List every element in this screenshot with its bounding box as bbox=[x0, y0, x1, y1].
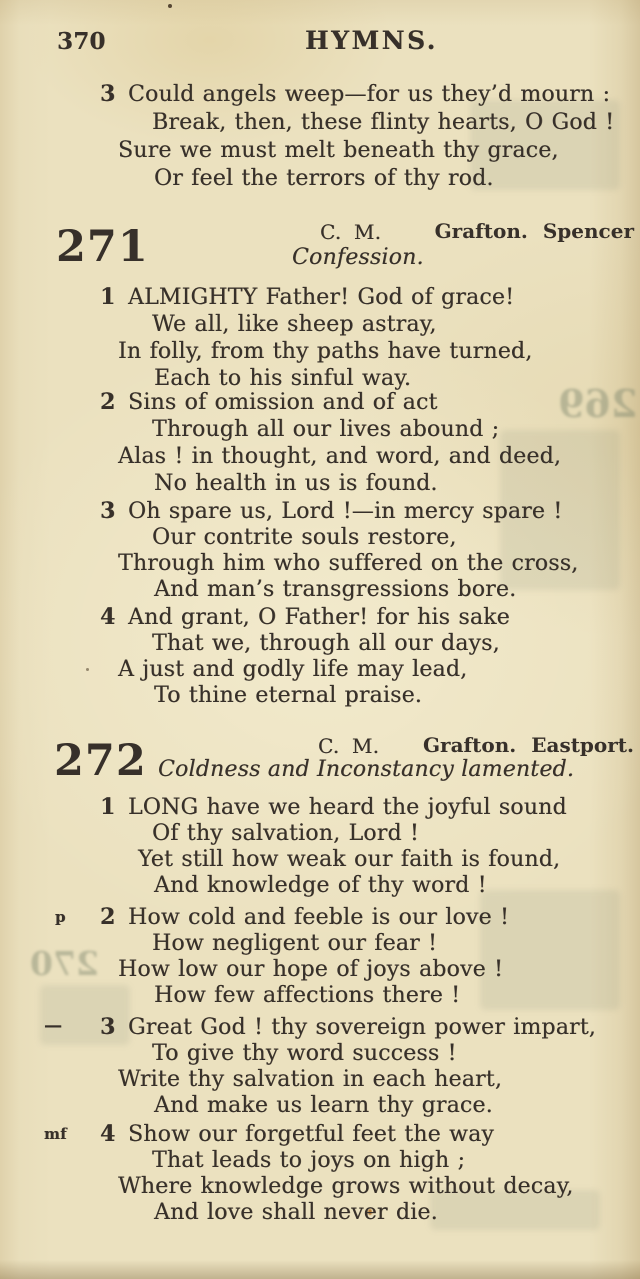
hymn-meter: C. M. bbox=[320, 220, 382, 244]
verse-line: Of thy salvation, Lord ! bbox=[152, 821, 419, 846]
verse-line: How few affections there ! bbox=[154, 983, 461, 1008]
verse-line: And man’s transgressions bore. bbox=[154, 577, 517, 602]
dynamic-marking-piano: p bbox=[55, 908, 66, 926]
verse-line: Yet still how weak our faith is found, bbox=[138, 847, 561, 872]
verse-line: Oh spare us, Lord !—in mercy spare ! bbox=[128, 499, 563, 524]
hymn-title: Confession. bbox=[292, 245, 424, 270]
bleedthrough-hymn-number: 270 bbox=[30, 944, 99, 983]
verse-line: No health in us is found. bbox=[154, 471, 438, 496]
stanza-number: 3 bbox=[100, 81, 116, 107]
stanza-number: 1 bbox=[100, 794, 116, 820]
verse-line: Through all our lives abound ; bbox=[152, 417, 500, 442]
stanza-number: 3 bbox=[100, 1014, 116, 1040]
running-title: HYMNS. bbox=[305, 26, 438, 55]
verse-line: Through him who suffered on the cross, bbox=[118, 551, 579, 576]
tune-name: Grafton. bbox=[434, 219, 528, 243]
verse-line: And make us learn thy grace. bbox=[154, 1093, 493, 1118]
verse-line: That we, through all our days, bbox=[152, 631, 500, 656]
dynamic-marking-dash: — bbox=[44, 1015, 63, 1036]
verse-line: And grant, O Father! for his sake bbox=[128, 605, 510, 630]
verse-line: Write thy salvation in each heart, bbox=[118, 1067, 503, 1092]
hymn-number: 271 bbox=[56, 222, 149, 272]
stanza-number: 4 bbox=[100, 604, 116, 630]
verse-line: Our contrite souls restore, bbox=[152, 525, 457, 550]
stanza bbox=[0, 498, 640, 603]
verse-line: How cold and feeble is our love ! bbox=[128, 905, 510, 930]
stanza bbox=[0, 904, 640, 1009]
stanza bbox=[0, 604, 640, 709]
verse-line: Or feel the terrors of thy rod. bbox=[154, 166, 494, 191]
bleedthrough-hymn-number: 269 bbox=[558, 381, 638, 426]
stanza bbox=[0, 389, 640, 497]
verse-line: We all, like sheep astray, bbox=[152, 312, 437, 337]
verse-line: Each to his sinful way. bbox=[154, 366, 412, 391]
verse-line: In folly, from thy paths have turned, bbox=[118, 339, 533, 364]
verse-line: LONG have we heard the joyful sound bbox=[128, 795, 567, 820]
verse-line: Break, then, these flinty hearts, O God ! bbox=[152, 110, 615, 135]
hymn-title: Coldness and Inconstancy lamented. bbox=[158, 757, 575, 782]
verse-line: That leads to joys on high ; bbox=[152, 1148, 466, 1173]
verse-line: To give thy word success ! bbox=[152, 1041, 457, 1066]
verse-line: Great God ! thy sovereign power impart, bbox=[128, 1015, 596, 1040]
verse-line: And knowledge of thy word ! bbox=[154, 873, 487, 898]
hymn-meter: C. M. bbox=[318, 734, 380, 758]
verse-line: Where knowledge grows without decay, bbox=[118, 1174, 574, 1199]
verse-line: Show our forgetful feet the way bbox=[128, 1122, 495, 1147]
verse-line: Sins of omission and of act bbox=[128, 390, 438, 415]
stanza bbox=[0, 1014, 640, 1119]
hymn-number: 272 bbox=[54, 736, 147, 786]
stanza-number: 2 bbox=[100, 389, 116, 415]
verse-line: A just and godly life may lead, bbox=[118, 657, 468, 682]
stanza-number: 1 bbox=[100, 284, 116, 310]
dynamic-marking-mezzoforte: mf bbox=[44, 1125, 67, 1143]
verse-line: How negligent our fear ! bbox=[152, 931, 438, 956]
stanza bbox=[0, 284, 640, 392]
hymn-tunes bbox=[435, 219, 634, 243]
page-number: 370 bbox=[57, 28, 106, 55]
ink-speck bbox=[168, 4, 172, 8]
verse-line: Alas ! in thought, and word, and deed, bbox=[118, 444, 562, 469]
stanza bbox=[0, 80, 640, 193]
stanza bbox=[0, 794, 640, 899]
verse-line: And love shall never die. bbox=[154, 1200, 438, 1225]
stanza-number: 4 bbox=[100, 1121, 116, 1147]
verse-line: Could angels weep—for us they’d mourn : bbox=[128, 82, 611, 107]
verse-line: ALMIGHTY Father! God of grace! bbox=[128, 285, 515, 310]
verse-line: How low our hope of joys above ! bbox=[118, 957, 504, 982]
stanza bbox=[0, 1121, 640, 1226]
tune-name: Grafton. bbox=[422, 733, 517, 757]
stanza-number: 3 bbox=[100, 498, 116, 524]
tune-name: Eastport. bbox=[531, 733, 634, 757]
verse-line: To thine eternal praise. bbox=[154, 683, 422, 708]
verse-line: Sure we must melt beneath thy grace, bbox=[118, 138, 559, 163]
stanza-number: 2 bbox=[100, 904, 116, 930]
hymn-tunes bbox=[423, 733, 634, 757]
tune-name: Spencer bbox=[542, 219, 634, 243]
